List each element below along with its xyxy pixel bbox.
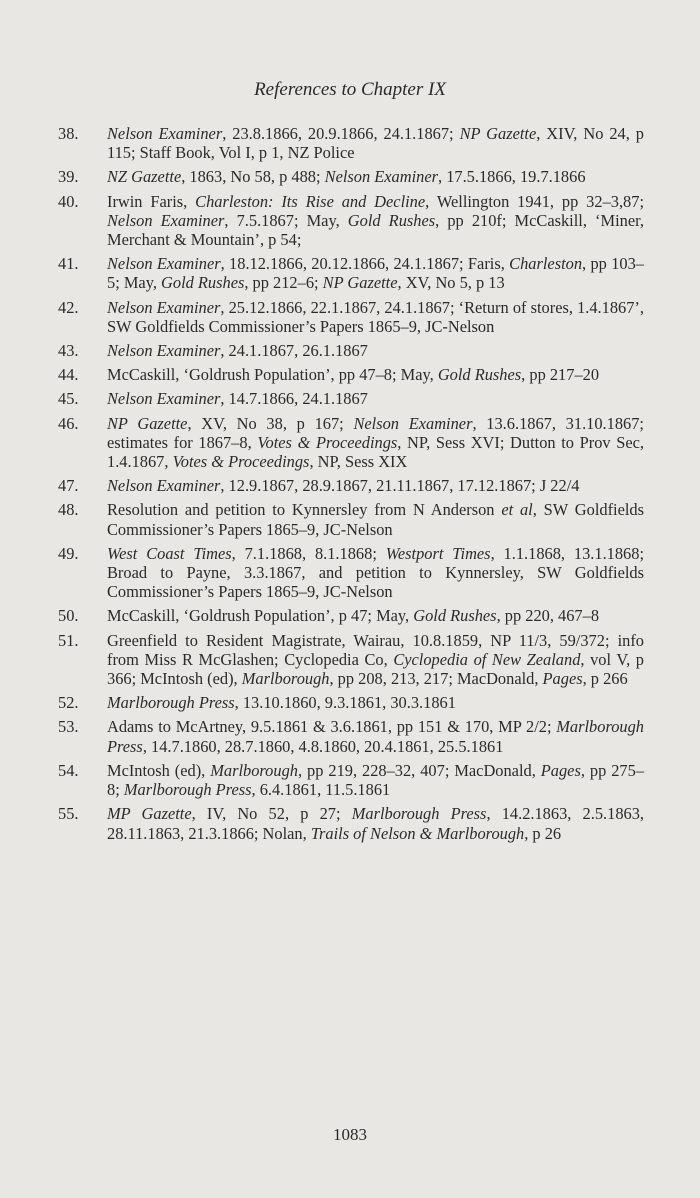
reference-title: Gold Rushes [347,210,436,230]
reference-title: Votes & Proceedings [172,452,310,472]
reference-segment: , 24.1.1867, 26.1.1867 [220,341,368,361]
reference-number: 38. [58,124,79,143]
reference-segment: , p 266 [582,669,628,689]
reference-segment: , pp 212–6; [244,273,323,293]
reference-number: 51. [58,630,79,650]
reference-text [107,717,644,755]
reference-segment: , NP, Sess XVI; Dutton to Prov Sec, 1.4.1867, [107,432,644,472]
reference-text [107,500,644,538]
reference-item [58,254,644,292]
reference-segment: , 14.7.1860, 28.7.1860, 4.8.1860, 20.4.1861, 25.5.1861 [142,736,504,756]
reference-title: Nelson Examiner [107,210,225,230]
reference-item [58,631,644,689]
reference-title: NP Gazette [107,413,188,433]
reference-number: 39. [58,167,79,187]
reference-title: Pages [542,669,583,689]
reference-title: NP Gazette [322,273,398,293]
reference-text [107,298,644,336]
reference-segment: Irwin Faris, [107,191,196,211]
reference-title: Westport Times [385,543,491,563]
reference-number: 46. [58,413,79,433]
reference-title: Gold Rushes [437,365,522,385]
reference-title: MP Gazette [107,804,192,824]
reference-segment: Resolution and petition to Kynnersley from N Anderson [107,500,502,520]
reference-text [107,365,644,384]
reference-title: Nelson Examiner [107,476,221,496]
reference-title: Nelson Examiner [107,124,223,143]
reference-number: 53. [58,717,79,737]
reference-title: Gold Rushes [161,273,245,293]
reference-text [107,389,644,408]
reference-text [107,254,644,292]
reference-number: 52. [58,693,79,713]
reference-segment: , vol V, p 366; McIntosh (ed), [107,649,644,689]
reference-title: Charleston [509,254,583,274]
reference-number: 47. [58,476,79,496]
reference-segment: , IV, No 52, p 27; [191,804,352,824]
reference-number: 42. [58,297,79,317]
reference-segment: , Wellington 1941, pp 32–3,87; [425,191,645,211]
reference-segment: Adams to McArtney, 9.5.1861 & 3.6.1861, pp 151 & 170, MP 2/2; [107,717,557,737]
reference-title: Marlborough [210,760,298,780]
reference-title: Pages [540,760,581,780]
reference-segment: , XIV, No 24, p 115; Staff Book, Vol I, p 1, NZ Police [107,124,644,163]
reference-item [58,544,644,602]
reference-number: 40. [58,191,79,211]
reference-segment: , pp 275–8; [107,760,645,800]
reference-text [107,804,644,842]
reference-title: Votes & Proceedings [257,432,398,452]
reference-segment: , p 26 [524,823,562,843]
reference-number: 43. [58,341,79,361]
reference-text [107,631,644,689]
reference-title: Gold Rushes [413,606,497,626]
reference-title: Nelson Examiner [324,167,438,187]
reference-number: 44. [58,365,79,385]
reference-number: 45. [58,389,79,409]
reference-title: Nelson Examiner [107,389,221,409]
reference-segment: , pp 217–20 [521,365,600,385]
reference-segment: , SW Goldfields Commissioner’s Papers 1865–9, JC-Nelson [107,500,644,539]
page-number: 1083 [333,1125,367,1144]
reference-title: Trails of Nelson & Marlborough [310,823,525,843]
reference-text [107,544,644,602]
reference-item [58,476,644,495]
reference-title: Nelson Examiner [107,297,221,317]
reference-text [107,606,644,625]
reference-segment: , NP, Sess XIX [309,452,408,472]
reference-segment: , 14.2.1863, 2.5.1863, 28.11.1863, 21.3.1866; Nolan, [107,804,645,843]
reference-text [107,124,644,162]
reference-title: West Coast Times [107,543,232,563]
reference-text [107,167,644,186]
reference-item [58,804,644,842]
reference-segment: , 12.9.1867, 28.9.1867, 21.11.1867, 17.12.1867; J 22/4 [220,476,580,496]
reference-item [58,761,644,799]
reference-number: 41. [58,254,79,274]
reference-item [58,167,644,186]
reference-segment: McIntosh (ed), [107,760,211,780]
reference-segment: , 13.10.1860, 9.3.1861, 30.3.1861 [234,693,456,713]
reference-title: Marlborough Press [123,780,252,800]
reference-item [58,341,644,360]
reference-segment: , pp 220, 467–8 [496,606,600,626]
reference-number: 48. [58,500,79,520]
reference-text [107,693,644,712]
reference-segment: , 17.5.1866, 19.7.1866 [438,167,586,187]
reference-segment: Greenfield to Resident Magistrate, Wairau, 10.8.1859, NP 11/3, 59/372; info from Miss R McGlashen; Cyclopedia Co, [107,630,644,669]
reference-segment: , 7.5.1867; May, [224,210,348,230]
reference-segment: , pp 219, 228–32, 407; MacDonald, [297,760,541,780]
reference-text [107,192,644,250]
reference-title: Nelson Examiner [107,341,221,361]
reference-segment: McCaskill, ‘Goldrush Population’, pp 47–8; May, [107,365,438,385]
chapter-references-heading: References to Chapter IX [254,79,446,100]
reference-segment: , XV, No 5, p 13 [397,273,505,293]
reference-item [58,693,644,712]
reference-title: Marlborough Press [351,804,487,824]
reference-item [58,192,644,250]
reference-text [107,476,644,495]
reference-title: et al [501,500,533,520]
reference-title: Nelson Examiner [353,413,473,433]
reference-item [58,414,644,472]
reference-item [58,298,644,336]
reference-title: Charleston: Its Rise and Decline [195,191,426,211]
reference-segment: , 13.6.1867, 31.10.1867; estimates for 1867–8, [107,413,644,452]
reference-item [58,365,644,384]
reference-title: Nelson Examiner [107,254,221,274]
reference-segment: , 7.1.1868, 8.1.1868; [231,543,386,563]
reference-title: Marlborough Press [107,717,644,756]
reference-item [58,500,644,538]
reference-segment: , pp 103–5; May, [107,254,644,293]
reference-segment: , pp 210f; McCaskill, ‘Miner, Merchant & Mountain’, p 54; [107,210,644,250]
reference-segment: , 23.8.1866, 20.9.1866, 24.1.1867; [222,124,460,143]
reference-title: Cyclopedia of New Zealand [393,649,581,669]
reference-text [107,761,644,799]
reference-segment: , 25.12.1866, 22.1.1867, 24.1.1867; ‘Return of stores, 1.4.1867’, SW Goldfields Commissioner’s Papers 1865–9, JC-Nelson [107,297,644,336]
reference-segment: , XV, No 38, p 167; [187,413,354,433]
reference-title: NZ Gazette [107,167,182,187]
reference-title: NP Gazette [459,124,537,143]
reference-segment: , 6.4.1861, 11.5.1861 [251,780,391,800]
reference-text [107,341,644,360]
reference-title: Marlborough Press [107,693,235,713]
reference-item [58,606,644,625]
reference-segment: , pp 208, 213, 217; MacDonald, [329,669,543,689]
reference-item [58,717,644,755]
reference-number: 55. [58,804,79,824]
reference-title: Marlborough [241,669,330,689]
reference-item [58,124,644,162]
reference-number: 50. [58,606,79,626]
reference-number: 54. [58,760,79,780]
reference-segment: , 18.12.1866, 20.12.1866, 24.1.1867; Faris, [220,254,510,274]
reference-number: 49. [58,543,79,563]
reference-text [107,414,644,472]
references-list [58,124,644,848]
reference-segment: , 1.1.1868, 13.1.1868; Broad to Payne, 3.3.1867, and petition to Kynnersley, SW Goldfields Commissioner’s Papers 1865–9, JC-Nelson [107,543,644,602]
reference-segment: , 14.7.1866, 24.1.1867 [220,389,368,409]
reference-segment: , 1863, No 58, p 488; [181,167,325,187]
reference-segment: McCaskill, ‘Goldrush Population’, p 47; May, [107,606,414,626]
reference-item [58,389,644,408]
